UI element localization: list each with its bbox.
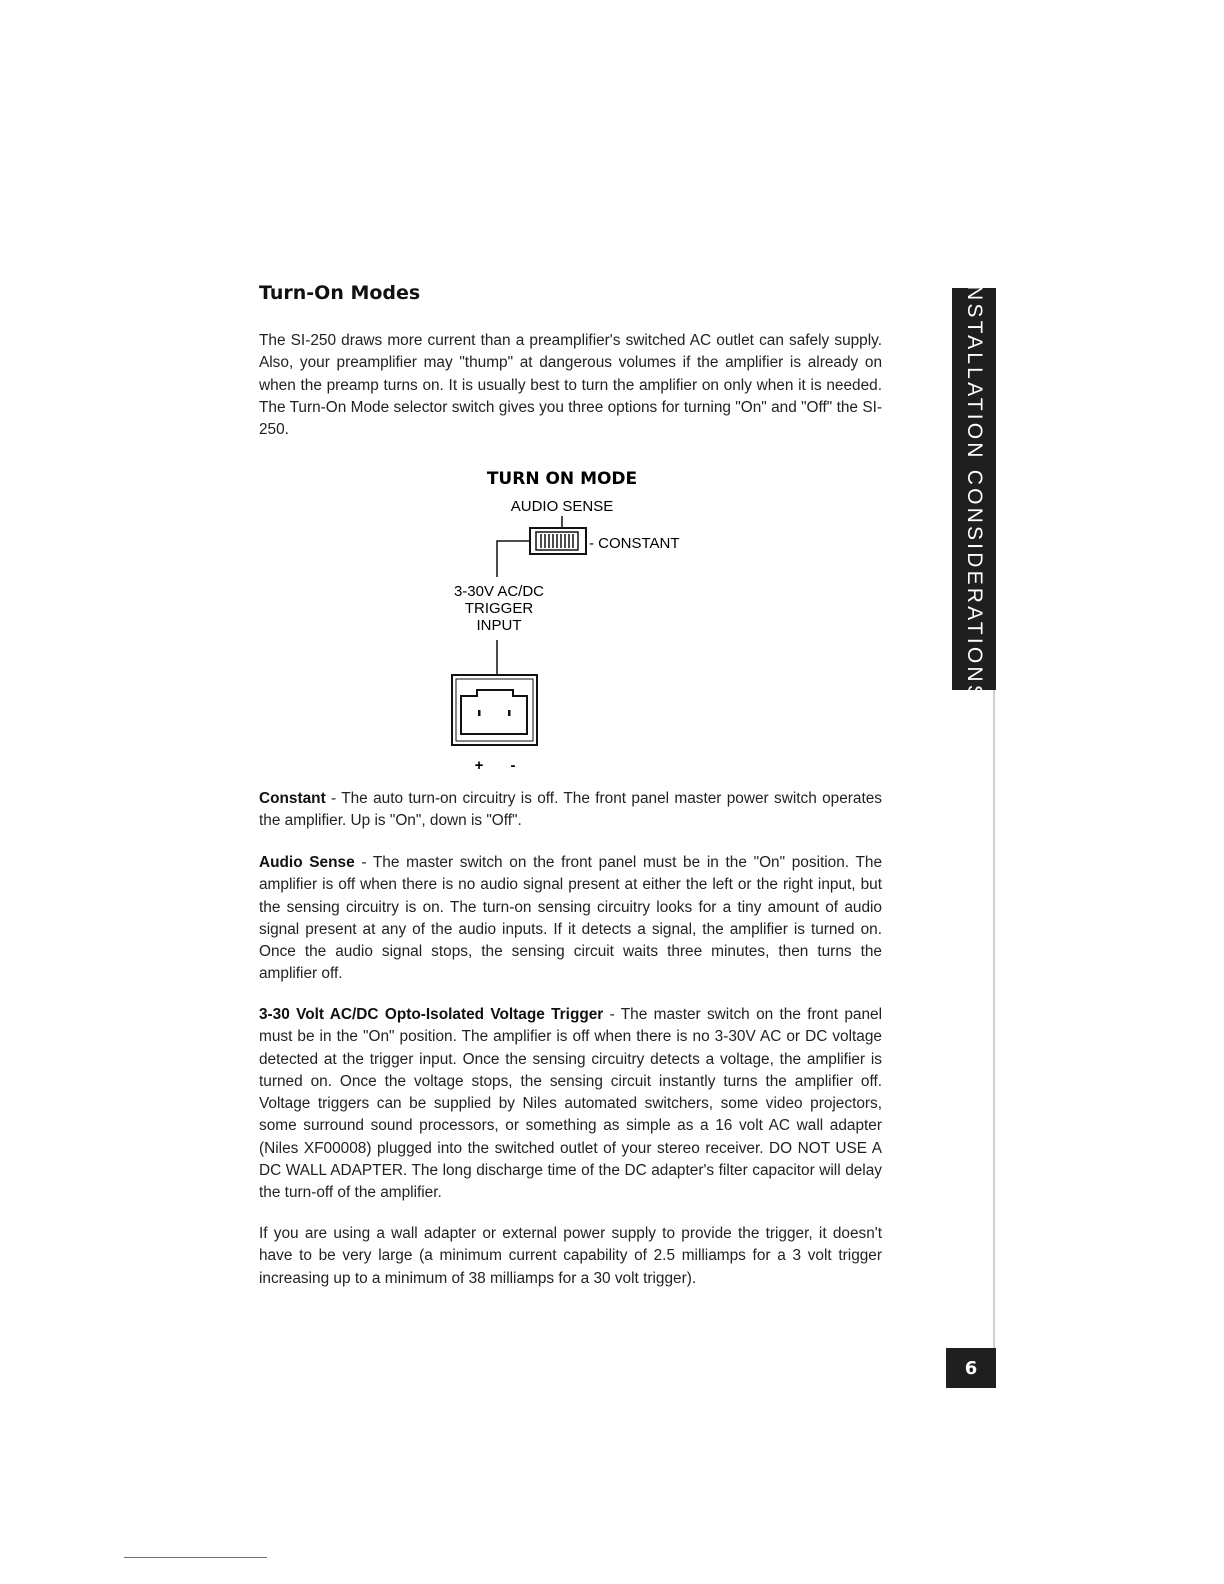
trigger-label-line1: 3-30V AC/DC <box>453 583 545 600</box>
minus-terminal-label: - <box>510 757 516 774</box>
mode-switch-icon <box>530 528 586 554</box>
constant-mode-paragraph <box>259 788 882 833</box>
audio-sense-label: AUDIO SENSE <box>510 498 614 515</box>
diagram-title: TURN ON MODE <box>486 469 638 489</box>
audio-sense-paragraph <box>259 852 882 986</box>
voltage-trigger-term: 3-30 Volt AC/DC Opto-Isolated Voltage Trigger <box>259 1006 604 1023</box>
voltage-trigger-paragraph <box>259 1004 882 1205</box>
turn-on-mode-diagram <box>259 462 882 782</box>
section-side-tab <box>952 276 996 702</box>
voltage-trigger-text: - The master switch on the front panel must be in the "On" position. The amplifier is off when there is no 3-30V AC or DC voltage detected at the trigger input. Once the sensing circuitry detects a voltage, the amplifier is turned on. Once the voltage stops, the sensing circuit instantly turns the amplifier off. Voltage triggers can be supplied by Niles automated switchers, some video projectors, some surround sound processors, or something as simple as a 16 volt AC wall adapter (Niles XF00008) plugged into the switched outlet of your stereo receiver. DO NOT USE A DC WALL ADAPTER. The long discharge time of the DC adapter's filter capacitor will delay the turn-off of the amplifier. <box>259 1006 882 1202</box>
trigger-connector-icon <box>452 675 537 745</box>
constant-mode-text: - The auto turn-on circuitry is off. The front panel master power switch operates the amplifier. Up is "On", down is "Off". <box>259 790 882 830</box>
trigger-leader-top <box>497 541 530 577</box>
page-number-tab <box>946 1348 996 1388</box>
audio-sense-term: Audio Sense <box>259 854 355 871</box>
section-heading: Turn-On Modes <box>259 282 421 304</box>
trigger-label-line2: TRIGGER <box>464 600 534 617</box>
page-content <box>259 282 882 441</box>
adapter-note-paragraph: If you are using a wall adapter or external power supply to provide the trigger, it doesn't have to be very large (a minimum current capability of 2.5 milliamps for a 3 volt trigger increasing up to a minimum of 38 milliamps for a 30 volt trigger). <box>259 1225 882 1287</box>
section-side-tab-label: INSTALLATION CONSIDERATIONS <box>963 276 987 702</box>
audio-sense-text: - The master switch on the front panel must be in the "On" position. The amplifier is off when there is no audio signal present at either the left or the right input, but the sensing circuitry is on. The turn-on sensing circuitry looks for a tiny amount of audio signal present at any of the audio inputs. If it detects a signal, the amplifier is turned on. Once the audio signal stops, the sensing circuit waits three minutes, then turns the amplifier off. <box>259 854 883 983</box>
trigger-label-line3: INPUT <box>476 617 522 634</box>
intro-paragraph: The SI-250 draws more current than a preamplifier's switched AC outlet can safely supply. Also, your preamplifier may "thump" at dangerous volumes if the amplifier is already on when the preamp turns on. It is usually best to turn the amplifier on only when it is needed. The Turn-On Mode selector switch gives you three options for turning "On" and "Off" the SI-250. <box>259 332 882 439</box>
constant-mode-term: Constant <box>259 790 326 807</box>
side-rule-divider <box>993 690 995 1350</box>
turn-on-mode-diagram-svg <box>259 462 882 782</box>
footnote-rule-divider <box>124 1557 267 1558</box>
page-number: 6 <box>964 1357 978 1379</box>
plus-terminal-label: + <box>474 757 484 774</box>
constant-label: - CONSTANT <box>589 535 680 552</box>
